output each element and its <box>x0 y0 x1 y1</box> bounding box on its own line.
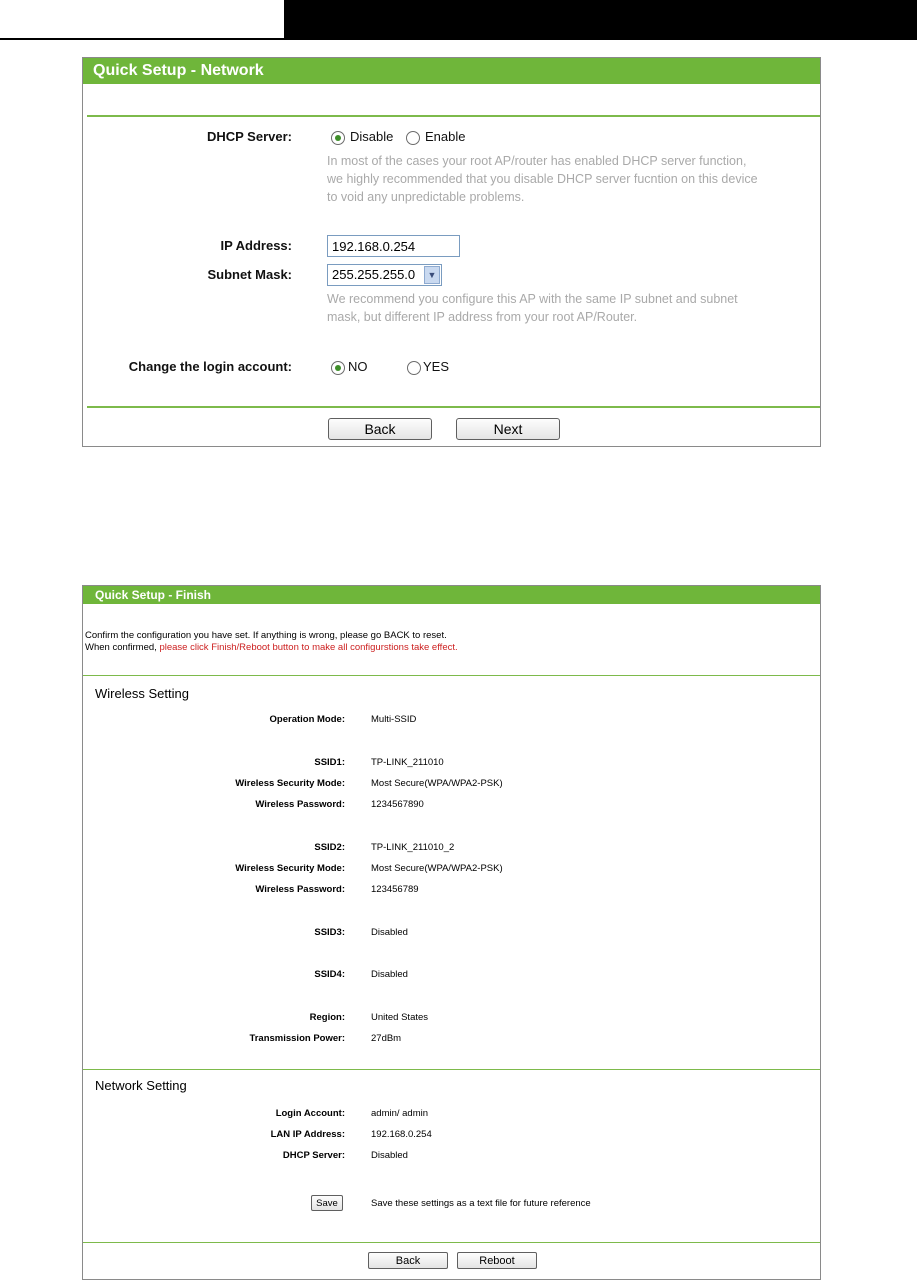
divider <box>83 675 820 676</box>
ssid1-security-mode-label: Wireless Security Mode: <box>235 778 345 789</box>
divider <box>83 1242 820 1243</box>
subnet-note-line: We recommend you configure this AP with the same IP subnet and subnet <box>327 292 738 306</box>
next-button[interactable]: Next <box>456 418 560 440</box>
login-account-label: Change the login account: <box>128 359 292 374</box>
ssid4-label: SSID4: <box>314 969 345 980</box>
ssid3-label: SSID3: <box>314 927 345 938</box>
divider <box>83 1069 820 1070</box>
dhcp-note-line: we highly recommended that you disable DHCP server fucntion on this device <box>327 172 758 186</box>
network-setting-heading: Network Setting <box>95 1078 187 1093</box>
ssid2-security-mode-value: Most Secure(WPA/WPA2-PSK) <box>371 863 503 874</box>
divider <box>87 115 820 117</box>
login-no-radio[interactable] <box>331 361 345 375</box>
ssid2-password-label: Wireless Password: <box>255 884 345 895</box>
login-yes-label: YES <box>423 359 450 374</box>
wireless-setting-heading: Wireless Setting <box>95 686 189 701</box>
dhcp-disable-label: Disable <box>350 129 394 144</box>
subnet-mask-value: 255.255.255.0 <box>332 267 416 282</box>
divider <box>87 406 820 408</box>
page-header-bar <box>284 0 917 40</box>
reboot-button[interactable]: Reboot <box>457 1252 537 1269</box>
back-button[interactable]: Back <box>368 1252 448 1269</box>
subnet-mask-select[interactable] <box>327 264 442 286</box>
ssid2-value: TP-LINK_211010_2 <box>371 842 455 853</box>
dhcp-server-label: DHCP Server: <box>206 129 292 144</box>
intro-line-2-highlight: please click Finish/Reboot button to make all configurstions take effect. <box>159 642 458 653</box>
region-label: Region: <box>309 1012 345 1023</box>
intro-line-2-prefix: When confirmed, <box>85 642 160 653</box>
ssid2-security-mode-label: Wireless Security Mode: <box>235 863 345 874</box>
intro-line-1: Confirm the configuration you have set. If anything is wrong, please go BACK to reset. <box>85 630 447 641</box>
dhcp-enable-label: Enable <box>425 129 466 144</box>
page-header-left <box>0 0 284 40</box>
ip-address-label: IP Address: <box>220 238 292 253</box>
operation-mode-value: Multi-SSID <box>371 714 417 725</box>
ip-address-input[interactable] <box>327 235 460 257</box>
region-value: United States <box>371 1012 429 1023</box>
quick-setup-finish-panel <box>82 585 821 1280</box>
back-button[interactable]: Back <box>328 418 432 440</box>
lan-ip-address-value: 192.168.0.254 <box>371 1129 432 1140</box>
quick-setup-network-panel <box>82 57 821 447</box>
dhcp-disable-radio[interactable] <box>331 131 345 145</box>
transmission-power-value: 27dBm <box>371 1033 402 1044</box>
ssid1-password-label: Wireless Password: <box>255 799 345 810</box>
ssid2-label: SSID2: <box>314 842 345 853</box>
ssid1-label: SSID1: <box>314 757 345 768</box>
login-account-label: Login Account: <box>275 1108 345 1119</box>
panel-title: Quick Setup - Finish <box>83 586 820 604</box>
save-note: Save these settings as a text file for future reference <box>371 1198 591 1209</box>
dhcp-note <box>327 152 758 206</box>
dhcp-enable-radio[interactable] <box>406 131 420 145</box>
ssid1-security-mode-value: Most Secure(WPA/WPA2-PSK) <box>371 778 503 789</box>
ssid4-value: Disabled <box>371 969 408 980</box>
panel-title: Quick Setup - Network <box>83 58 820 84</box>
dhcp-server-label: DHCP Server: <box>282 1150 345 1161</box>
login-account-value: admin/ admin <box>371 1108 429 1119</box>
dhcp-server-value: Disabled <box>371 1150 408 1161</box>
subnet-note <box>327 290 738 326</box>
dhcp-note-line: In most of the cases your root AP/router has enabled DHCP server function, <box>327 154 747 168</box>
ssid2-password-value: 123456789 <box>371 884 419 895</box>
chevron-down-icon[interactable]: ▼ <box>424 266 440 284</box>
subnet-mask-label: Subnet Mask: <box>207 267 292 282</box>
save-button[interactable]: Save <box>311 1195 343 1211</box>
transmission-power-label: Transmission Power: <box>249 1033 345 1044</box>
intro-line-2 <box>85 642 458 653</box>
login-yes-radio[interactable] <box>407 361 421 375</box>
operation-mode-label: Operation Mode: <box>269 714 345 725</box>
subnet-note-line: mask, but different IP address from your root AP/Router. <box>327 310 638 324</box>
dhcp-note-line: to void any unpredictable problems. <box>327 190 525 204</box>
lan-ip-address-label: LAN IP Address: <box>270 1129 345 1140</box>
ssid3-value: Disabled <box>371 927 408 938</box>
ssid1-password-value: 1234567890 <box>371 799 424 810</box>
ssid1-value: TP-LINK_211010 <box>371 757 444 768</box>
login-no-label: NO <box>348 359 368 374</box>
